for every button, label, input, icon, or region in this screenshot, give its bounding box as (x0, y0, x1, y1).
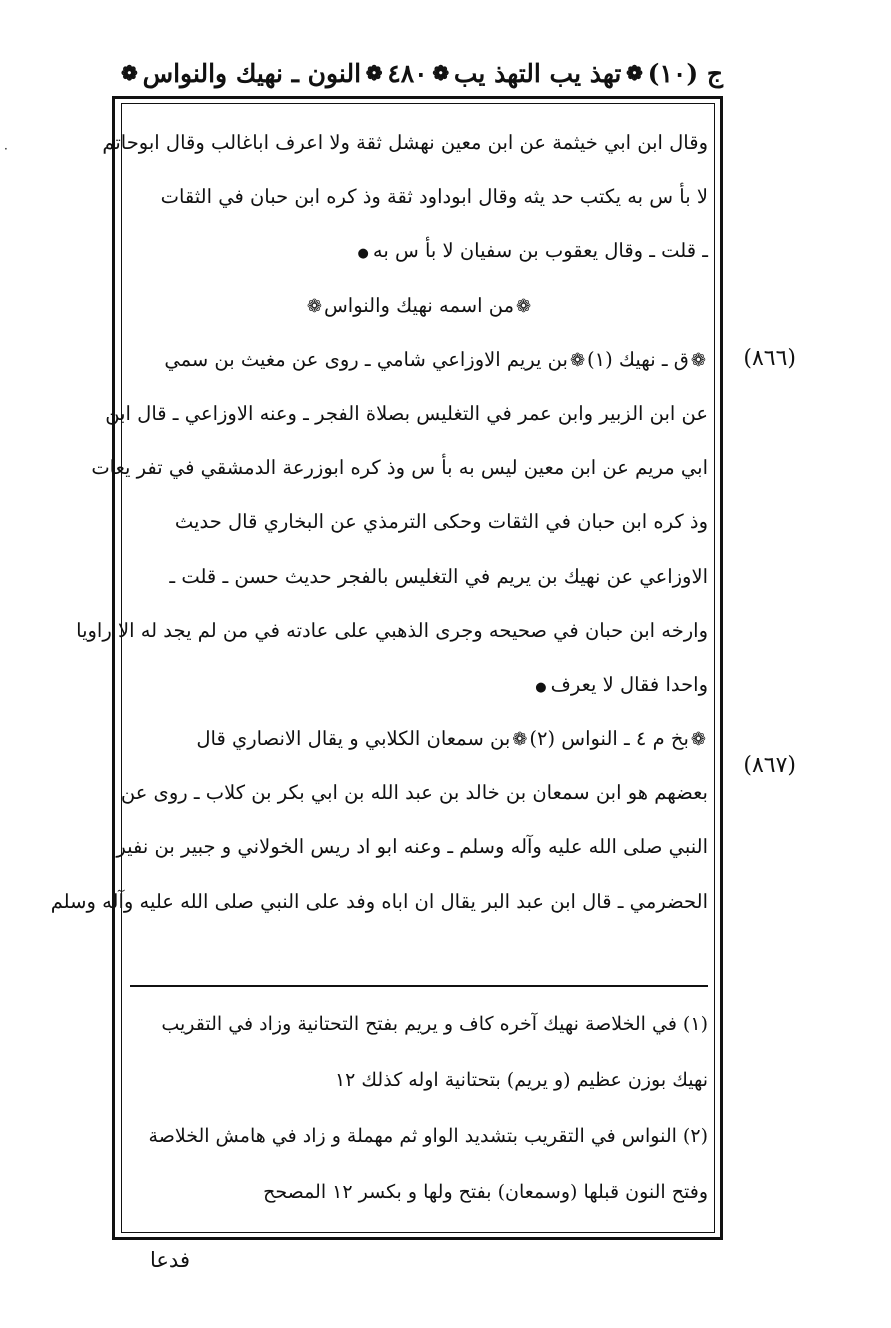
header-volume: ج (١٠) (647, 58, 723, 88)
ornament-icon: ❁ (690, 729, 706, 751)
text-line: النبي صلى الله عليه وآله وسلم ـ وعنه ابو اد ريس الخولاني و جبير بن نفير (116, 835, 708, 859)
text-line: لا بأ س به يكتب حد يثه وقال ابوداود ثقة وذ كره ابن حبان في الثقات (160, 185, 708, 209)
catchword: فدعا (150, 1248, 190, 1272)
footnote-line: نهيك بوزن عظيم (و يريم) بتحتانية اوله كذلك ١٢ (334, 1069, 708, 1091)
ornament-icon: ❁ (512, 729, 528, 751)
header-book-title: تهذ يب التهذ يب (453, 58, 622, 88)
text-line: وذ كره ابن حبان في الثقات وحكى الترمذي عن البخاري قال حديث (174, 510, 708, 534)
entry-866-line (130, 333, 708, 387)
ornament-icon: ❁ (516, 295, 532, 317)
text-line: بعضهم هو ابن سمعان بن خالد بن عبد الله بن ابي بكر بن كلاب ـ روى عن (120, 781, 708, 805)
footnote-line: (٢) النواس في التقريب بتشديد الواو ثم مهملة و زاد في هامش الخلاصة (148, 1125, 708, 1147)
text-segment: ـ قلت ـ وقال يعقوب بن سفيان لا بأ س به (372, 239, 708, 263)
entry-867-line (130, 712, 708, 766)
section-heading (130, 279, 708, 333)
text-segment: بن يريم الاوزاعي شامي ـ روى عن مغيث بن سمي (164, 347, 568, 371)
end-mark-icon: ● (357, 246, 369, 262)
footnote-line: (١) في الخلاصة نهيك آخره كاف و يريم بفتح التحتانية وزاد في التقريب (161, 1013, 708, 1035)
footnote-divider (130, 985, 708, 987)
end-mark-icon: ● (535, 679, 547, 695)
ornament-icon: ❁ (432, 61, 450, 85)
ornament-icon: ❁ (306, 295, 322, 317)
text-line (130, 224, 708, 278)
entry-number-866: (٨٦٦) (743, 346, 796, 371)
entry-867-lead: بخ م ٤ ـ النواس (٢) (529, 727, 689, 751)
header-page-number: ٤٨٠ (387, 58, 428, 88)
ornament-icon: ❁ (365, 61, 383, 85)
text-line (130, 658, 708, 712)
header-section-title: النون ـ نهيك والنواس (142, 58, 362, 88)
ornament-icon: ❁ (121, 61, 138, 85)
text-line: الاوزاعي عن نهيك بن يريم في التغليس بالفجر حديث حسن ـ قلت ـ (169, 564, 708, 588)
text-line: وقال ابن ابي خيثمة عن ابن معين نهشل ثقة ولا اعرف اباغالب وقال ابوحاتم (102, 131, 708, 154)
footnotes (130, 996, 708, 1220)
text-line: وارخه ابن حبان في صحيحه وجرى الذهبي على عادته في من لم يجد له الا راويا (76, 618, 708, 642)
running-header (118, 50, 723, 96)
ornament-icon: ❁ (690, 349, 706, 371)
text-segment: واحدا فقال لا يعرف (550, 672, 708, 696)
margin-mark: · (4, 142, 8, 156)
section-heading-text: من اسمه نهيك والنواس (323, 293, 515, 317)
ornament-icon: ❁ (569, 349, 586, 371)
footnote-line: وفتح النون قبلها (وسمعان) بفتح ولها و بكسر ١٢ المصحح (263, 1181, 708, 1203)
text-line: الحضرمي ـ قال ابن عبد البر يقال ان اباه وفد على النبي صلى الله عليه وآله وسلم (50, 889, 708, 913)
main-text (50, 116, 708, 929)
entry-number-867: (٨٦٧) (743, 753, 796, 778)
text-segment: بن سمعان الكلابي و يقال الانصاري قال (196, 727, 511, 751)
text-line: عن ابن الزبير وابن عمر في التغليس بصلاة الفجر ـ وعنه الاوزاعي ـ قال ابن (105, 401, 708, 425)
entry-866-lead: ق ـ نهيك (١) (587, 347, 689, 371)
text-line: ابي مريم عن ابن معين ليس به بأ س وذ كره ابوزرعة الدمشقي في تفر يعات (91, 456, 708, 480)
ornament-icon: ❁ (626, 61, 643, 85)
